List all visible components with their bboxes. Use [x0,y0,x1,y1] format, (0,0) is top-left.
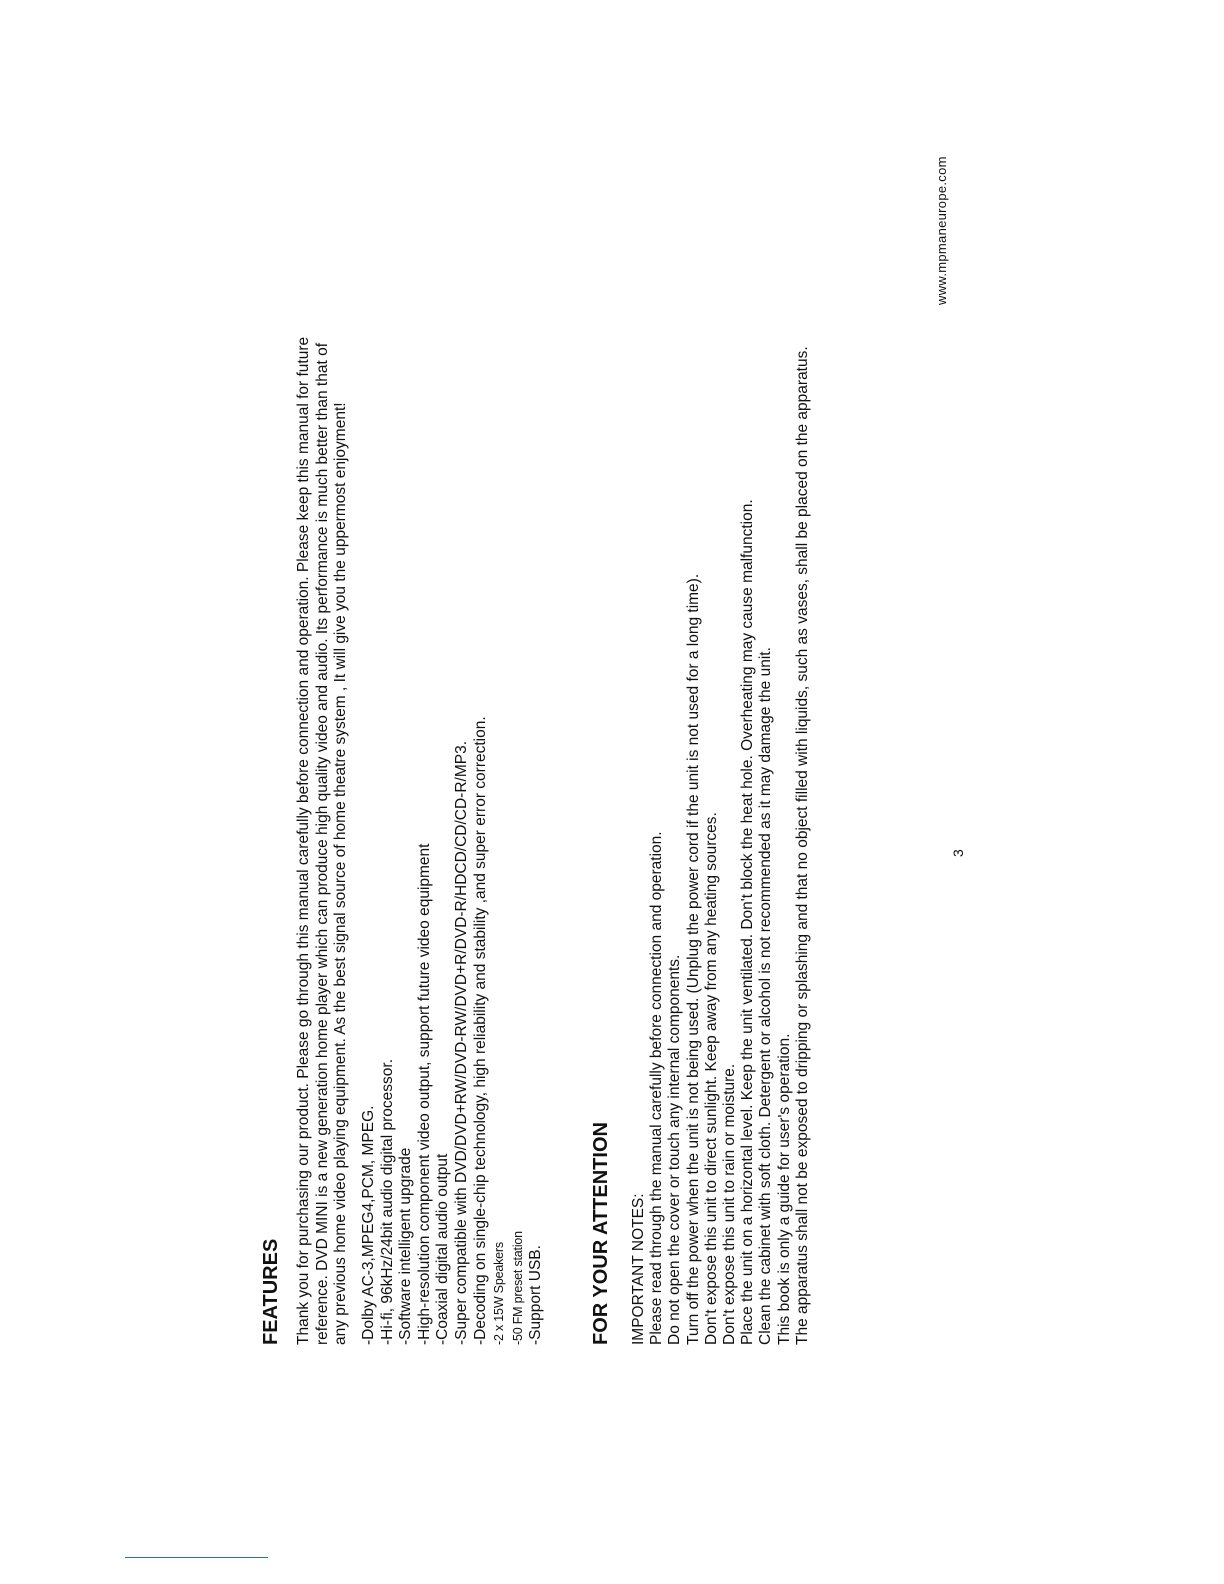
feature-item: -Dolby AC-3,MPEG4,PCM, MPEG. [360,1105,377,1345]
page-number: 3 [950,849,966,857]
feature-item: -High-resolution component video output, support future video equipment [415,843,433,1345]
website-url: www.mpmaneurope.com [934,156,949,305]
note-line: Don't expose this unit to direct sunlight. Keep away from any heating sources. [702,812,720,1345]
feature-item: -Decoding on single-chip technology, high reliability and stability ,and super error correction. [471,716,489,1345]
features-heading: FEATURES [260,1238,282,1345]
rotated-manual-page [250,156,970,1345]
note-line: Turn off the power when the unit is not being used. (Unplug the power cord if the unit is not used for a long time). [684,573,702,1345]
feature-item: -Hi-fi, 96kHz/24bit audio digital processor. [378,1058,396,1345]
feature-item: -Coaxial digital audio output [434,1153,452,1345]
note-line: This book is only a guide for user's operation. [775,1033,793,1345]
intro-line: reference. DVD MINI is a new generation home player which can produce high quality video and audio. Its performance is much better than that of [313,342,331,1345]
features-intro [295,265,351,1345]
note-line: Do not open the cover or touch any internal components. [666,954,684,1345]
important-notes [630,265,812,1345]
footnote-divider [125,1557,268,1558]
note-line: IMPORTANT NOTES: [630,1193,647,1345]
note-line: Clean the cabinet with soft cloth. Detergent or alcohol is not recommended as it may damage the unit. [757,647,775,1345]
attention-heading: FOR YOUR ATTENTION [590,1122,612,1345]
note-line: The apparatus shall not be exposed to dripping or splashing and that no object filled with liquids, such as vases, shall be placed on the apparatus. [793,346,811,1345]
intro-line: any previous home video playing equipment. As the best signal source of home theatre system , It will give you the uppermost enjoyment! [332,402,350,1345]
feature-item: -Support USB. [527,1245,545,1345]
intro-line: Thank you for purchasing our product. Please go through this manual carefully before connection and operation. Please keep this manual for future [295,336,312,1345]
feature-item: -Super compatible with DVD/DVD+RW/DVD-RW/DVD+R/DVD-R/HDCD/CD/CD-R/MP3. [452,740,470,1345]
note-line: Don't expose this unit to rain or moisture. [721,1063,739,1345]
feature-item: -50 FM preset station [510,1231,525,1345]
feature-item: -Software intelligent upgrade [397,1147,415,1345]
note-line: Please read through the manual carefully before connection and operation. [648,831,666,1345]
features-list [360,265,546,1345]
feature-item: -2 x 15W Speakers [492,1242,507,1345]
note-line: Place the unit on a horizontal level. Keep the unit ventilated. Don't block the heat hole. Overheating may cause malfunction. [739,499,757,1345]
